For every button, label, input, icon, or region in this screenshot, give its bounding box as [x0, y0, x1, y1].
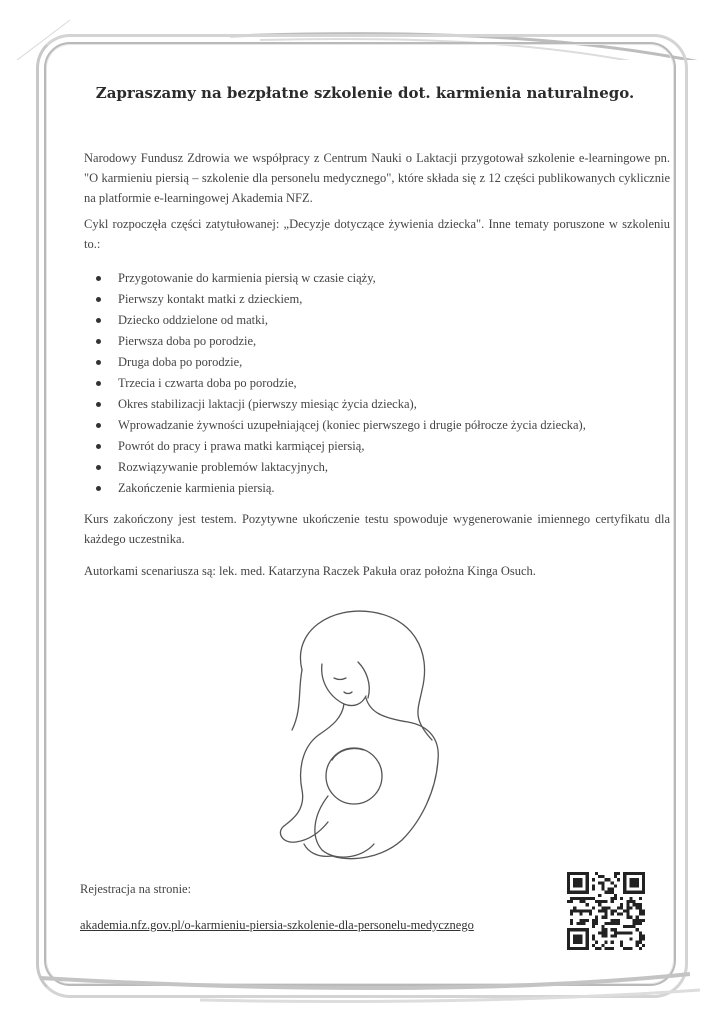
list-item: Trzecia i czwarta doba po porodzie,: [94, 373, 670, 394]
authors-paragraph: Autorkami scenariusza są: lek. med. Katarzyna Raczek Pakuła oraz położna Kinga Osuch.: [84, 564, 536, 578]
list-item: Druga doba po porodzie,: [94, 352, 670, 373]
list-item: Zakończenie karmienia piersią.: [94, 478, 670, 499]
list-item: Wprowadzanie żywności uzupełniającej (koniec pierwszego i drugie półrocze życia dziecka),: [94, 415, 670, 436]
registration-link[interactable]: akademia.nfz.gov.pl/o-karmieniu-piersia-szkolenie-dla-personelu-medycznego: [80, 918, 474, 932]
document-body: [84, 148, 670, 587]
list-item: Pierwszy kontakt matki z dzieckiem,: [94, 289, 670, 310]
list-item: Dziecko oddzielone od matki,: [94, 310, 670, 331]
course-end-paragraph: Kurs zakończony jest testem. Pozytywne ukończenie testu spowoduje wygenerowanie imiennego certyfikatu dla każdego uczestnika.: [84, 512, 670, 546]
mother-breastfeeding-icon: [262, 600, 462, 880]
cycle-paragraph: Cykl rozpoczęła części zatytułowanej: „Decyzje dotyczące żywienia dziecka". Inne tematy poruszone w szkoleniu to.:: [84, 217, 670, 251]
list-item: Powrót do pracy i prawa matki karmiącej piersią,: [94, 436, 670, 457]
list-item: Przygotowanie do karmienia piersią w czasie ciąży,: [94, 268, 670, 289]
registration-label: Rejestracja na stronie:: [80, 882, 192, 896]
list-item: Pierwsza doba po porodzie,: [94, 331, 670, 352]
topics-list: [84, 268, 670, 499]
page-title: Zapraszamy na bezpłatne szkolenie dot. karmienia naturalnego.: [95, 84, 635, 102]
intro-paragraph: Narodowy Fundusz Zdrowia we współpracy z Centrum Nauki o Laktacji przygotował szkolenie e-learningowe pn. "O karmieniu piersią – szkolenie dla personelu medycznego", które składa się z 12 części publikowanych cyklicznie na platformie e-learningowej Akademia NFZ.: [84, 151, 670, 205]
qr-code-icon[interactable]: [567, 872, 645, 950]
list-item: Okres stabilizacji laktacji (pierwszy miesiąc życia dziecka),: [94, 394, 670, 415]
list-item: Rozwiązywanie problemów laktacyjnych,: [94, 457, 670, 478]
